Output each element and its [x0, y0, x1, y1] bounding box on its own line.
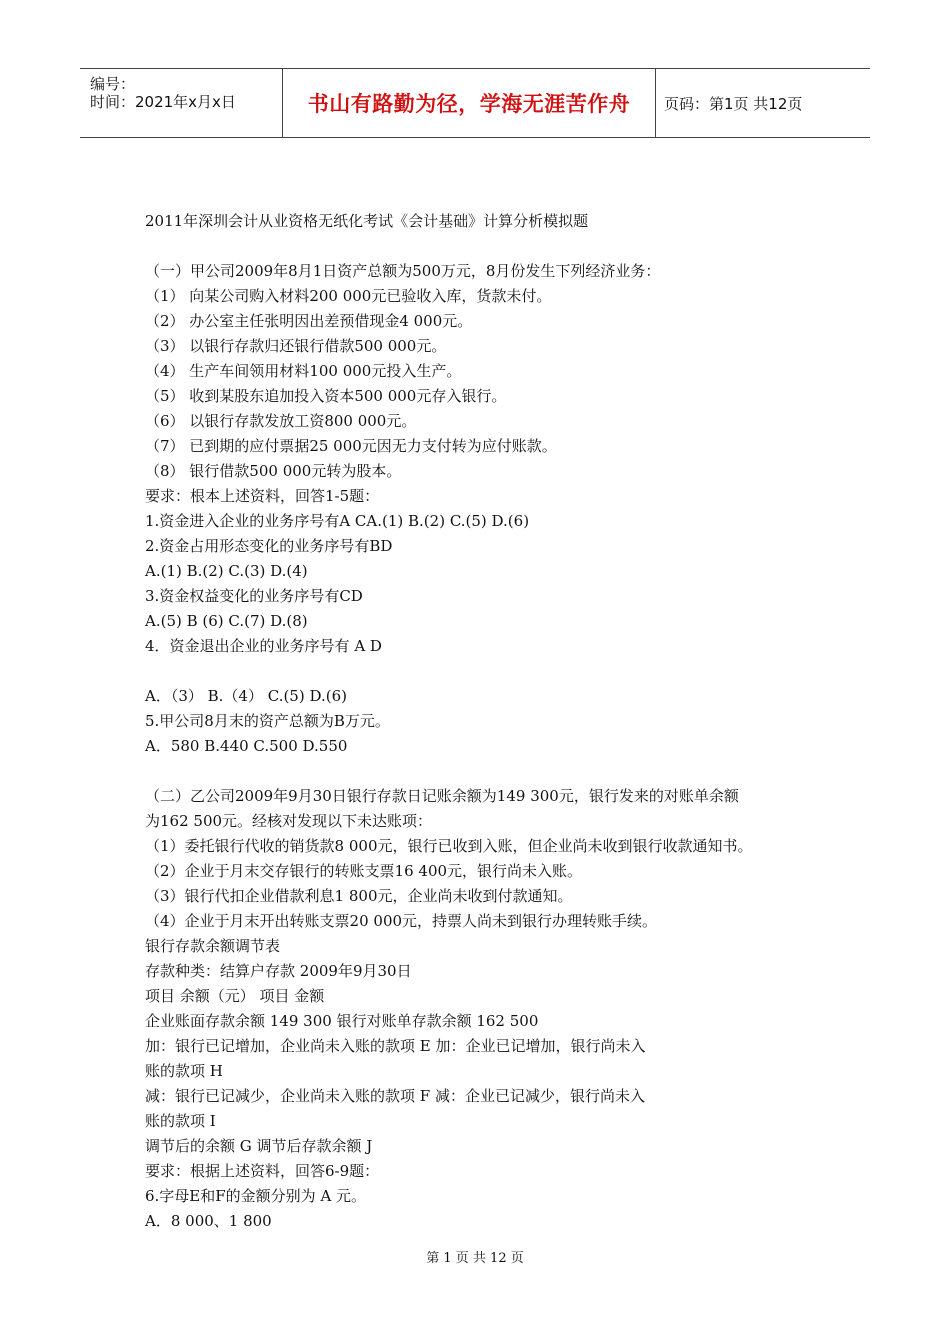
reconciliation-sub-row-cont: 账的款项 I — [145, 1112, 216, 1130]
section-two-intro: （二）乙公司2009年9月30日银行存款日记账余额为149 300元，银行发来的对账单余额 — [145, 787, 739, 805]
question-1: 1.资金进入企业的业务序号有A CA.(1) B.(2) C.(5) D.(6) — [145, 512, 530, 530]
motto-text: 书山有路勤为径，学海无涯苦作舟 — [307, 92, 631, 116]
header-page-cell — [656, 69, 870, 137]
business-item-6: （6） 以银行存款发放工资800 000元。 — [145, 412, 417, 430]
business-item-7: （7） 已到期的应付票据25 000元因无力支付转为应付账款。 — [145, 437, 557, 455]
number-label: 编号： — [90, 75, 136, 93]
question-3: 3.资金权益变化的业务序号有CD — [145, 587, 363, 605]
question-5: 5.甲公司8月末的资产总额为B万元。 — [145, 712, 390, 730]
header-motto-cell — [283, 69, 656, 137]
date-label: 时间：2021年x月x日 — [90, 93, 236, 111]
reconciliation-meta: 存款种类：结算户存款 2009年9月30日 — [145, 962, 412, 980]
question-2-options: A.(1) B.(2) C.(3) D.(4) — [145, 562, 308, 580]
reconciliation-sub-row: 减：银行已记减少，企业尚未入账的款项 F 减：企业已记减少，银行尚未入 — [145, 1087, 645, 1105]
question-2: 2.资金占用形态变化的业务序号有BD — [145, 537, 393, 555]
page-info: 页码：第1页 共12页 — [664, 94, 803, 113]
question-3-options: A.(5) B (6) C.(7) D.(8) — [145, 612, 308, 630]
unrecorded-item-4: （4）企业于月末开出转账支票20 000元，持票人尚未到银行办理转账手续。 — [145, 912, 658, 930]
reconciliation-title: 银行存款余额调节表 — [145, 937, 281, 955]
unrecorded-item-3: （3）银行代扣企业借款利息1 800元，企业尚未收到付款通知。 — [145, 887, 573, 905]
question-6-option-a: A．8 000、1 800 — [145, 1212, 272, 1230]
reconciliation-header-row: 项目 余额（元） 项目 金额 — [145, 987, 325, 1005]
reconciliation-balance-row: 企业账面存款余额 149 300 银行对账单存款余额 162 500 — [145, 1012, 539, 1030]
requirement-1: 要求：根本上述资料，回答1-5题： — [145, 487, 380, 505]
header-meta-cell — [80, 69, 283, 137]
unrecorded-item-1: （1）委托银行代收的销货款8 000元，银行已收到入账，但企业尚未收到银行收款通知书。 — [145, 837, 753, 855]
reconciliation-add-row-cont: 账的款项 H — [145, 1062, 223, 1080]
business-item-4: （4） 生产车间领用材料100 000元投入生产。 — [145, 362, 462, 380]
page-header — [80, 68, 870, 138]
reconciliation-add-row: 加：银行已记增加，企业尚未入账的款项 E 加：企业已记增加，银行尚未入 — [145, 1037, 646, 1055]
question-6: 6.字母E和F的金额分别为 A 元。 — [145, 1187, 367, 1205]
business-item-8: （8） 银行借款500 000元转为股本。 — [145, 462, 402, 480]
section-two-intro-cont: 为162 500元。经核对发现以下未达账项： — [145, 812, 433, 830]
page-footer: 第 1 页 共 12 页 — [426, 1251, 524, 1266]
business-item-2: （2） 办公室主任张明因出差预借现金4 000元。 — [145, 312, 473, 330]
requirement-2: 要求：根据上述资料，回答6-9题： — [145, 1162, 380, 1180]
unrecorded-item-2: （2）企业于月末交存银行的转账支票16 400元，银行尚未入账。 — [145, 862, 583, 880]
question-4: 4．资金退出企业的业务序号有 A D — [145, 637, 382, 655]
question-5-options: A．580 B.440 C.500 D.550 — [145, 737, 348, 755]
business-item-3: （3） 以银行存款归还银行借款500 000元。 — [145, 337, 447, 355]
business-item-1: （1） 向某公司购入材料200 000元已验收入库，货款未付。 — [145, 287, 552, 305]
business-item-5: （5） 收到某股东追加投入资本500 000元存入银行。 — [145, 387, 507, 405]
reconciliation-adjusted-row: 调节后的余额 G 调节后存款余额 J — [145, 1137, 373, 1155]
section-one-intro: （一）甲公司2009年8月1日资产总额为500万元，8月份发生下列经济业务： — [145, 262, 661, 280]
doc-title: 2011年深圳会计从业资格无纸化考试《会计基础》计算分析模拟题 — [145, 212, 589, 230]
question-4-options: A．（3） B.（4） C.(5) D.(6) — [145, 687, 347, 705]
